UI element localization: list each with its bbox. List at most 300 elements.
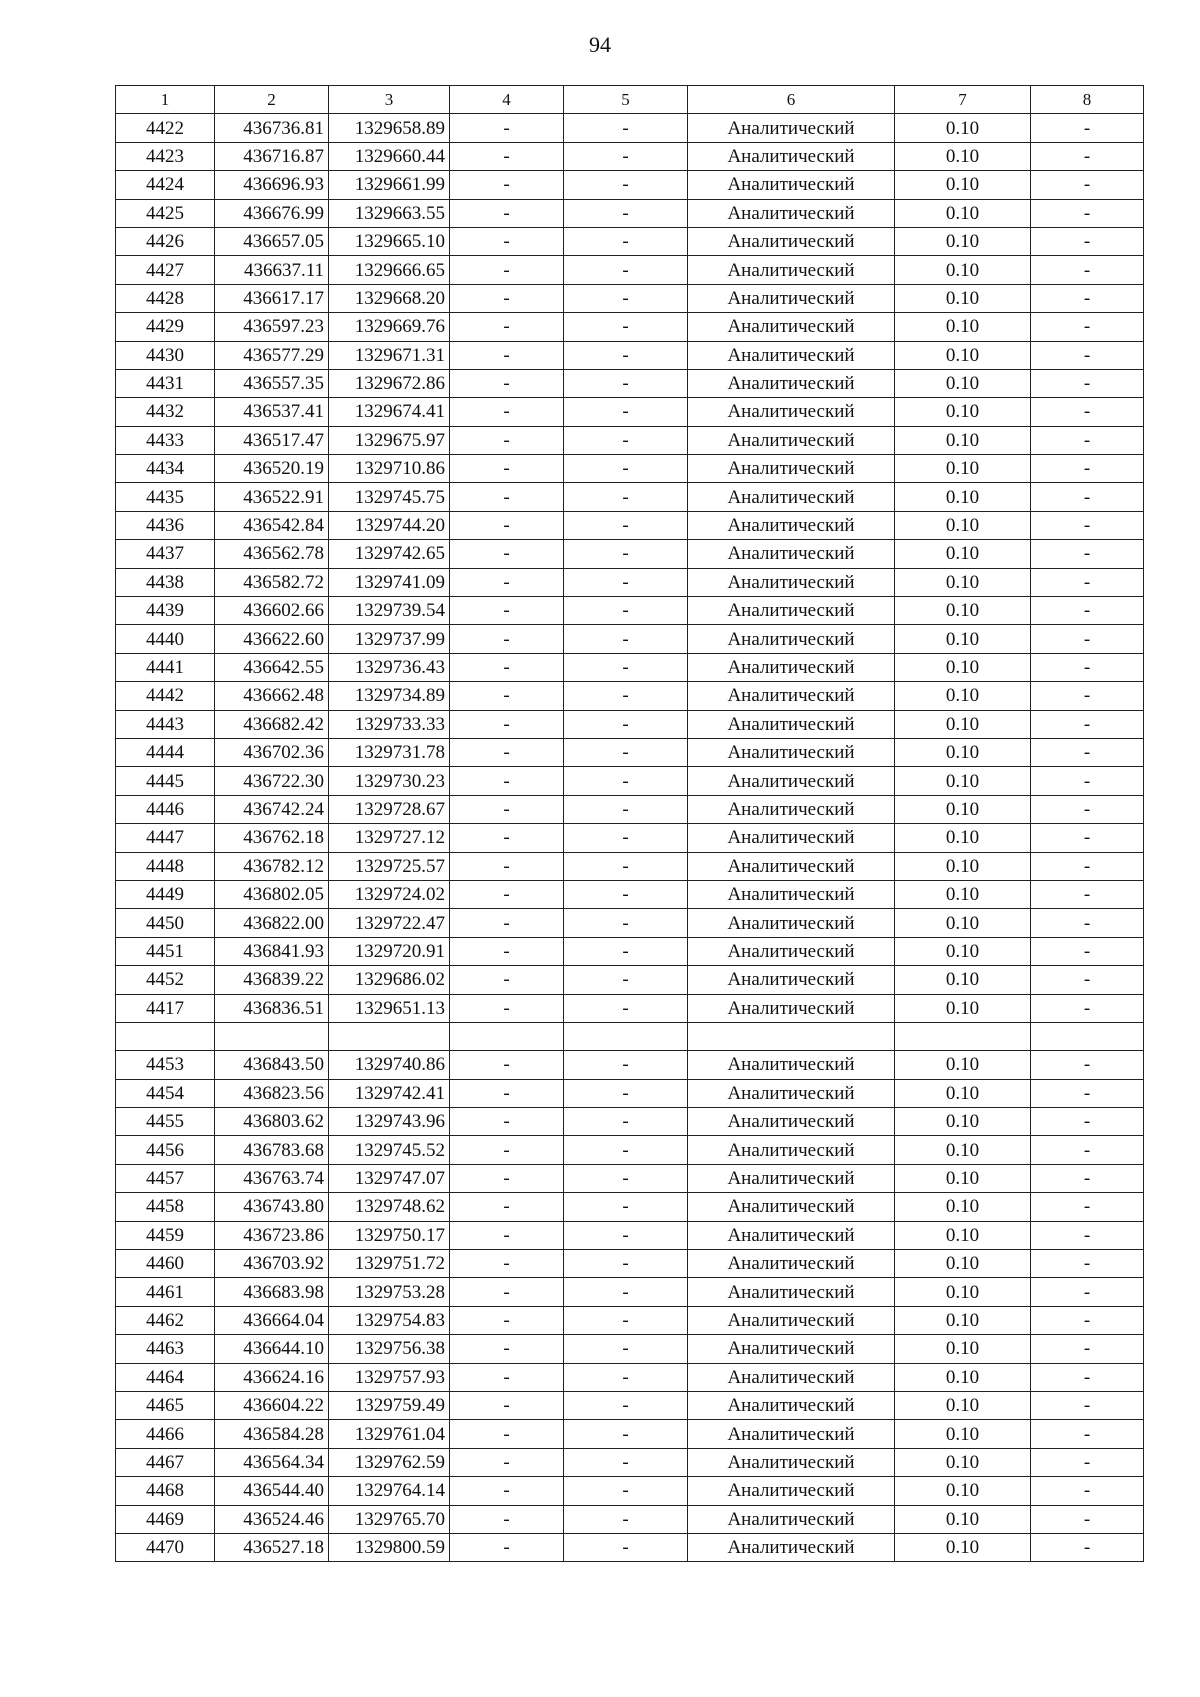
col5-cell: - [564,1391,688,1419]
accuracy-cell: 0.10 [895,199,1031,227]
x-coordinate-cell: 436736.81 [215,114,329,142]
point-number-cell: 4431 [116,369,215,397]
accuracy-cell: 0.10 [895,1477,1031,1505]
y-coordinate-cell: 1329734.89 [329,682,450,710]
coordinates-table [115,85,1144,1562]
col8-cell: - [1031,1221,1144,1249]
point-number-cell: 4440 [116,625,215,653]
col8-cell: - [1031,1505,1144,1533]
col8-cell: - [1031,1108,1144,1136]
table-row [116,767,1144,795]
y-coordinate-cell: 1329761.04 [329,1420,450,1448]
x-coordinate-cell: 436527.18 [215,1533,329,1561]
y-coordinate-cell: 1329756.38 [329,1335,450,1363]
col4-cell: - [450,710,564,738]
y-coordinate-cell: 1329753.28 [329,1278,450,1306]
header-cell-8: 8 [1031,86,1144,114]
header-cell-4: 4 [450,86,564,114]
accuracy-cell: 0.10 [895,966,1031,994]
col5-cell: - [564,597,688,625]
method-cell: Аналитический [688,1448,895,1476]
col5-cell: - [564,369,688,397]
y-coordinate-cell: 1329661.99 [329,171,450,199]
x-coordinate-cell: 436517.47 [215,426,329,454]
x-coordinate-cell: 436657.05 [215,227,329,255]
table-row [116,369,1144,397]
point-number-cell: 4468 [116,1477,215,1505]
col4-cell: - [450,227,564,255]
col5-cell: - [564,653,688,681]
x-coordinate-cell: 436783.68 [215,1136,329,1164]
col4-cell: - [450,1051,564,1079]
col8-cell: - [1031,256,1144,284]
col8-cell: - [1031,653,1144,681]
table-row [116,483,1144,511]
col4-cell: - [450,852,564,880]
point-number-cell: 4462 [116,1306,215,1334]
col8-cell: - [1031,1136,1144,1164]
point-number-cell: 4433 [116,426,215,454]
y-coordinate-cell: 1329747.07 [329,1164,450,1192]
y-coordinate-cell: 1329731.78 [329,738,450,766]
col4-cell: - [450,1448,564,1476]
col4-cell: - [450,142,564,170]
y-coordinate-cell: 1329742.65 [329,540,450,568]
col4-cell: - [450,511,564,539]
x-coordinate-cell: 436637.11 [215,256,329,284]
col4-cell: - [450,483,564,511]
col4-cell: - [450,1391,564,1419]
method-cell: Аналитический [688,824,895,852]
accuracy-cell: 0.10 [895,1420,1031,1448]
accuracy-cell: 0.10 [895,880,1031,908]
table-row [116,852,1144,880]
method-cell: Аналитический [688,1533,895,1561]
point-number-cell: 4456 [116,1136,215,1164]
col4-cell: - [450,426,564,454]
y-coordinate-cell: 1329759.49 [329,1391,450,1419]
col4-cell: - [450,1193,564,1221]
x-coordinate-cell: 436582.72 [215,568,329,596]
y-coordinate-cell: 1329660.44 [329,142,450,170]
method-cell: Аналитический [688,994,895,1022]
table-row [116,1505,1144,1533]
x-coordinate-cell: 436682.42 [215,710,329,738]
point-number-cell: 4438 [116,568,215,596]
x-coordinate-cell: 436782.12 [215,852,329,880]
point-number-cell: 4432 [116,398,215,426]
accuracy-cell: 0.10 [895,1164,1031,1192]
accuracy-cell: 0.10 [895,511,1031,539]
col8-cell: - [1031,455,1144,483]
col4-cell: - [450,1136,564,1164]
col8-cell: - [1031,142,1144,170]
point-number-cell: 4467 [116,1448,215,1476]
col5-cell: - [564,909,688,937]
method-cell: Аналитический [688,625,895,653]
col8-cell: - [1031,795,1144,823]
method-cell: Аналитический [688,540,895,568]
y-coordinate-cell: 1329674.41 [329,398,450,426]
y-coordinate-cell: 1329651.13 [329,994,450,1022]
x-coordinate-cell: 436722.30 [215,767,329,795]
table-row [116,540,1144,568]
y-coordinate-cell: 1329665.10 [329,227,450,255]
col4-cell: - [450,1533,564,1561]
col5-cell: - [564,568,688,596]
method-cell: Аналитический [688,171,895,199]
header-cell-7: 7 [895,86,1031,114]
method-cell: Аналитический [688,738,895,766]
accuracy-cell: 0.10 [895,1278,1031,1306]
table-row [116,341,1144,369]
point-number-cell: 4444 [116,738,215,766]
x-coordinate-cell: 436823.56 [215,1079,329,1107]
accuracy-cell: 0.10 [895,1306,1031,1334]
x-coordinate-cell: 436617.17 [215,284,329,312]
point-number-cell: 4450 [116,909,215,937]
accuracy-cell: 0.10 [895,1391,1031,1419]
accuracy-cell: 0.10 [895,1108,1031,1136]
col5-cell [564,1022,688,1050]
x-coordinate-cell: 436542.84 [215,511,329,539]
y-coordinate-cell: 1329672.86 [329,369,450,397]
y-coordinate-cell: 1329668.20 [329,284,450,312]
col8-cell: - [1031,625,1144,653]
y-coordinate-cell: 1329669.76 [329,313,450,341]
y-coordinate-cell: 1329751.72 [329,1250,450,1278]
col8-cell [1031,1022,1144,1050]
col4-cell: - [450,682,564,710]
point-number-cell: 4429 [116,313,215,341]
col4-cell: - [450,199,564,227]
table-row [116,795,1144,823]
y-coordinate-cell: 1329727.12 [329,824,450,852]
header-cell-5: 5 [564,86,688,114]
y-coordinate-cell: 1329743.96 [329,1108,450,1136]
table-row [116,625,1144,653]
header-cell-6: 6 [688,86,895,114]
point-number-cell: 4451 [116,937,215,965]
method-cell: Аналитический [688,682,895,710]
point-number-cell: 4449 [116,880,215,908]
x-coordinate-cell: 436604.22 [215,1391,329,1419]
x-coordinate-cell: 436557.35 [215,369,329,397]
x-coordinate-cell: 436597.23 [215,313,329,341]
table-row [116,1164,1144,1192]
col8-cell: - [1031,1477,1144,1505]
header-cell-1: 1 [116,86,215,114]
col4-cell: - [450,455,564,483]
table-row [116,994,1144,1022]
col5-cell: - [564,540,688,568]
accuracy-cell: 0.10 [895,1250,1031,1278]
table-row [116,597,1144,625]
table-row [116,1306,1144,1334]
point-number-cell: 4452 [116,966,215,994]
accuracy-cell: 0.10 [895,398,1031,426]
y-coordinate-cell: 1329737.99 [329,625,450,653]
accuracy-cell: 0.10 [895,937,1031,965]
col5-cell: - [564,1420,688,1448]
col8-cell: - [1031,1335,1144,1363]
col4-cell: - [450,909,564,937]
col4-cell: - [450,1164,564,1192]
col8-cell: - [1031,341,1144,369]
method-cell: Аналитический [688,1108,895,1136]
accuracy-cell: 0.10 [895,1051,1031,1079]
col8-cell: - [1031,880,1144,908]
col4-cell: - [450,341,564,369]
method-cell: Аналитический [688,909,895,937]
col8-cell: - [1031,227,1144,255]
col5-cell: - [564,1477,688,1505]
y-coordinate-cell: 1329740.86 [329,1051,450,1079]
point-number-cell: 4461 [116,1278,215,1306]
point-number-cell: 4453 [116,1051,215,1079]
accuracy-cell: 0.10 [895,256,1031,284]
y-coordinate-cell: 1329742.41 [329,1079,450,1107]
point-number-cell: 4457 [116,1164,215,1192]
header-cell-3: 3 [329,86,450,114]
col5-cell: - [564,227,688,255]
col8-cell: - [1031,171,1144,199]
point-number-cell: 4448 [116,852,215,880]
col8-cell: - [1031,1193,1144,1221]
col8-cell: - [1031,483,1144,511]
table-row [116,284,1144,312]
col5-cell: - [564,1164,688,1192]
header-cell-2: 2 [215,86,329,114]
method-cell: Аналитический [688,1505,895,1533]
y-coordinate-cell: 1329736.43 [329,653,450,681]
x-coordinate-cell: 436841.93 [215,937,329,965]
point-number-cell: 4425 [116,199,215,227]
col8-cell: - [1031,1420,1144,1448]
page-number: 94 [589,32,611,57]
accuracy-cell: 0.10 [895,767,1031,795]
point-number-cell [116,1022,215,1050]
method-cell: Аналитический [688,966,895,994]
col5-cell: - [564,1505,688,1533]
point-number-cell: 4466 [116,1420,215,1448]
y-coordinate-cell: 1329765.70 [329,1505,450,1533]
table-row [116,1420,1144,1448]
table-row [116,199,1144,227]
col8-cell: - [1031,1250,1144,1278]
table-row [116,1250,1144,1278]
method-cell: Аналитический [688,1391,895,1419]
col5-cell: - [564,710,688,738]
method-cell: Аналитический [688,1221,895,1249]
col4-cell: - [450,795,564,823]
accuracy-cell: 0.10 [895,227,1031,255]
point-number-cell: 4463 [116,1335,215,1363]
col8-cell: - [1031,114,1144,142]
accuracy-cell: 0.10 [895,171,1031,199]
col8-cell: - [1031,909,1144,937]
x-coordinate-cell: 436537.41 [215,398,329,426]
accuracy-cell: 0.10 [895,369,1031,397]
accuracy-cell: 0.10 [895,313,1031,341]
point-number-cell: 4446 [116,795,215,823]
method-cell: Аналитический [688,767,895,795]
x-coordinate-cell: 436742.24 [215,795,329,823]
point-number-cell: 4470 [116,1533,215,1561]
col5-cell: - [564,1136,688,1164]
point-number-cell: 4423 [116,142,215,170]
col8-cell: - [1031,738,1144,766]
accuracy-cell: 0.10 [895,1448,1031,1476]
col8-cell: - [1031,597,1144,625]
accuracy-cell: 0.10 [895,1533,1031,1561]
col4-cell: - [450,1363,564,1391]
y-coordinate-cell: 1329750.17 [329,1221,450,1249]
col4-cell: - [450,738,564,766]
x-coordinate-cell: 436644.10 [215,1335,329,1363]
col5-cell: - [564,483,688,511]
x-coordinate-cell: 436683.98 [215,1278,329,1306]
table-row [116,455,1144,483]
col5-cell: - [564,199,688,227]
point-number-cell: 4458 [116,1193,215,1221]
accuracy-cell: 0.10 [895,455,1031,483]
method-cell: Аналитический [688,142,895,170]
x-coordinate-cell: 436664.04 [215,1306,329,1334]
method-cell: Аналитический [688,568,895,596]
y-coordinate-cell: 1329658.89 [329,114,450,142]
table-row [116,738,1144,766]
table-row [116,1221,1144,1249]
y-coordinate-cell: 1329720.91 [329,937,450,965]
col5-cell: - [564,824,688,852]
table-row [116,1335,1144,1363]
accuracy-cell: 0.10 [895,483,1031,511]
point-number-cell: 4434 [116,455,215,483]
table-row [116,880,1144,908]
col5-cell: - [564,313,688,341]
y-coordinate-cell: 1329710.86 [329,455,450,483]
col5-cell: - [564,171,688,199]
x-coordinate-cell: 436642.55 [215,653,329,681]
y-coordinate-cell: 1329730.23 [329,767,450,795]
x-coordinate-cell: 436564.34 [215,1448,329,1476]
col5-cell: - [564,852,688,880]
col5-cell: - [564,1079,688,1107]
col5-cell: - [564,1108,688,1136]
header-row [116,86,1144,114]
col4-cell: - [450,1306,564,1334]
point-number-cell: 4469 [116,1505,215,1533]
table-row [116,171,1144,199]
col5-cell: - [564,1250,688,1278]
col5-cell: - [564,426,688,454]
col4-cell: - [450,313,564,341]
x-coordinate-cell: 436622.60 [215,625,329,653]
table-row [116,256,1144,284]
accuracy-cell: 0.10 [895,1363,1031,1391]
table-row [116,1363,1144,1391]
col8-cell: - [1031,398,1144,426]
method-cell: Аналитический [688,1363,895,1391]
point-number-cell: 4436 [116,511,215,539]
col8-cell: - [1031,511,1144,539]
col8-cell: - [1031,1363,1144,1391]
method-cell: Аналитический [688,114,895,142]
x-coordinate-cell: 436843.50 [215,1051,329,1079]
col8-cell: - [1031,284,1144,312]
point-number-cell: 4417 [116,994,215,1022]
col8-cell: - [1031,369,1144,397]
col4-cell: - [450,653,564,681]
col5-cell: - [564,966,688,994]
col5-cell: - [564,256,688,284]
col5-cell: - [564,937,688,965]
method-cell: Аналитический [688,455,895,483]
col8-cell: - [1031,682,1144,710]
y-coordinate-cell: 1329728.67 [329,795,450,823]
point-number-cell: 4465 [116,1391,215,1419]
col4-cell: - [450,284,564,312]
y-coordinate-cell: 1329724.02 [329,880,450,908]
table-row [116,142,1144,170]
table-row [116,682,1144,710]
accuracy-cell: 0.10 [895,795,1031,823]
col8-cell: - [1031,824,1144,852]
accuracy-cell: 0.10 [895,597,1031,625]
y-coordinate-cell: 1329745.75 [329,483,450,511]
method-cell: Аналитический [688,511,895,539]
point-number-cell: 4426 [116,227,215,255]
x-coordinate-cell: 436703.92 [215,1250,329,1278]
col4-cell: - [450,625,564,653]
method-cell: Аналитический [688,284,895,312]
col8-cell: - [1031,937,1144,965]
col4-cell: - [450,1250,564,1278]
point-number-cell: 4464 [116,1363,215,1391]
table-row [116,1448,1144,1476]
accuracy-cell: 0.10 [895,625,1031,653]
col8-cell: - [1031,710,1144,738]
table-row [116,114,1144,142]
method-cell: Аналитический [688,1306,895,1334]
accuracy-cell: 0.10 [895,852,1031,880]
y-coordinate-cell: 1329741.09 [329,568,450,596]
y-coordinate-cell: 1329744.20 [329,511,450,539]
col4-cell: - [450,824,564,852]
method-cell [688,1022,895,1050]
point-number-cell: 4424 [116,171,215,199]
method-cell: Аналитический [688,852,895,880]
point-number-cell: 4454 [116,1079,215,1107]
accuracy-cell: 0.10 [895,114,1031,142]
table-row [116,909,1144,937]
method-cell: Аналитический [688,880,895,908]
point-number-cell: 4437 [116,540,215,568]
col5-cell: - [564,511,688,539]
method-cell: Аналитический [688,1278,895,1306]
col5-cell: - [564,795,688,823]
y-coordinate-cell: 1329762.59 [329,1448,450,1476]
method-cell: Аналитический [688,398,895,426]
table-row [116,426,1144,454]
point-number-cell: 4428 [116,284,215,312]
col4-cell: - [450,1335,564,1363]
col5-cell: - [564,1335,688,1363]
x-coordinate-cell: 436696.93 [215,171,329,199]
table-row [116,937,1144,965]
method-cell: Аналитический [688,369,895,397]
